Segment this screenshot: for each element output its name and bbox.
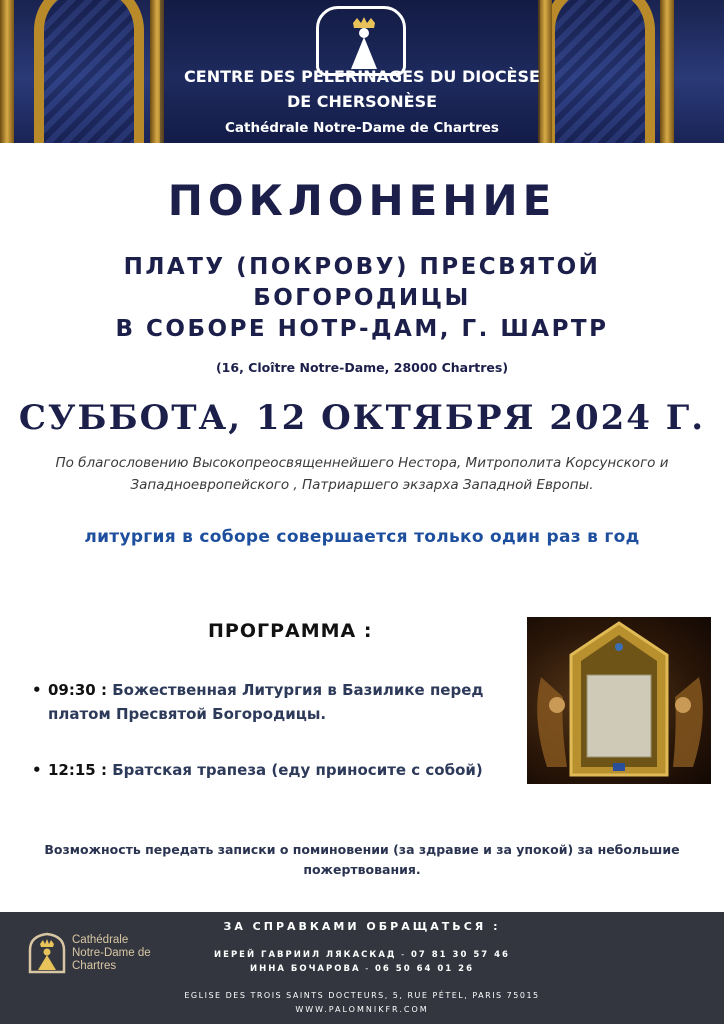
contact-name: ИННА БОЧАРОВА [249,964,361,974]
subtitle-line: В СОБОРЕ НОТР-ДАМ, Г. ШАРТР [115,316,609,342]
bullet-icon: • [32,761,42,779]
program-item [32,678,522,726]
contact-heading: ЗА СПРАВКАМИ ОБРАЩАТЬСЯ : [223,920,501,933]
virgin-mary-crest-icon [316,6,406,76]
program-text: Братская трапеза (еду приносите с собой) [112,761,483,779]
footer-logo-line: Notre-Dame de [72,947,151,959]
program-text: Божественная Литургия в Базилике перед платом Пресвятой Богородицы. [48,681,484,723]
header-banner [0,0,724,143]
program-heading: ПРОГРАММА : [208,620,373,642]
relic-photo [527,617,711,784]
contact-phone[interactable]: 06 50 64 01 26 [375,964,474,974]
bullet-icon: • [32,681,42,699]
website-link[interactable]: WWW.PALOMNIKFR.COM [295,1005,429,1014]
subtitle-line: ПЛАТУ (ПОКРОВУ) ПРЕСВЯТОЙ [123,254,601,280]
subtitle [0,252,724,345]
church-address: EGLISE DES TROIS SAINTS DOCTEURS, 5, RUE PÉTEL, PARIS 75015 [184,991,540,1000]
contact-separator: - [360,964,376,974]
header-line-centre: CENTRE DES PÈLERINAGES DU DIOCÈSE [184,67,540,86]
program-time: 09:30 : [48,681,107,699]
header-line-diocese: DE CHERSONÈSE [286,92,438,111]
contact-entry [0,950,724,960]
program-time: 12:15 : [48,761,107,779]
header-line-cathedral: Cathédrale Notre-Dame de Chartres [225,120,499,136]
footer [0,912,724,1024]
program-item [32,758,522,782]
contact-phone[interactable]: 07 81 30 57 46 [410,950,510,960]
contact-name: ИЕРЕЙ ГАВРИИЛ ЛЯКАСКАД [214,950,397,960]
blessing-line: Западноевропейского , Патриаршего экзарха Западной Европы. [130,477,594,493]
commemoration-notes: Возможность передать записки о поминовении (за здравие и за упокой) за небольшие пожертвования. [44,842,680,877]
contact-separator: - [396,950,411,960]
footer-logo-line: Cathédrale [72,934,129,946]
blessing-line: По благословению Высокопреосвященнейшего Нестора, Митрополита Корсунского и [55,455,669,471]
contact-entry [0,964,724,974]
event-date: СУББОТА, 12 ОКТЯБРЯ 2024 Г. [18,398,706,438]
footer-logo-line: Chartres [72,960,117,972]
page-title: ПОКЛОНЕНИЕ [167,176,557,225]
blessing-text [10,452,714,496]
venue-address: (16, Cloître Notre-Dame, 28000 Chartres) [215,360,509,375]
liturgy-note: литургия в соборе совершается только один раз в год [84,527,640,547]
subtitle-line: БОГОРОДИЦЫ [253,285,471,311]
